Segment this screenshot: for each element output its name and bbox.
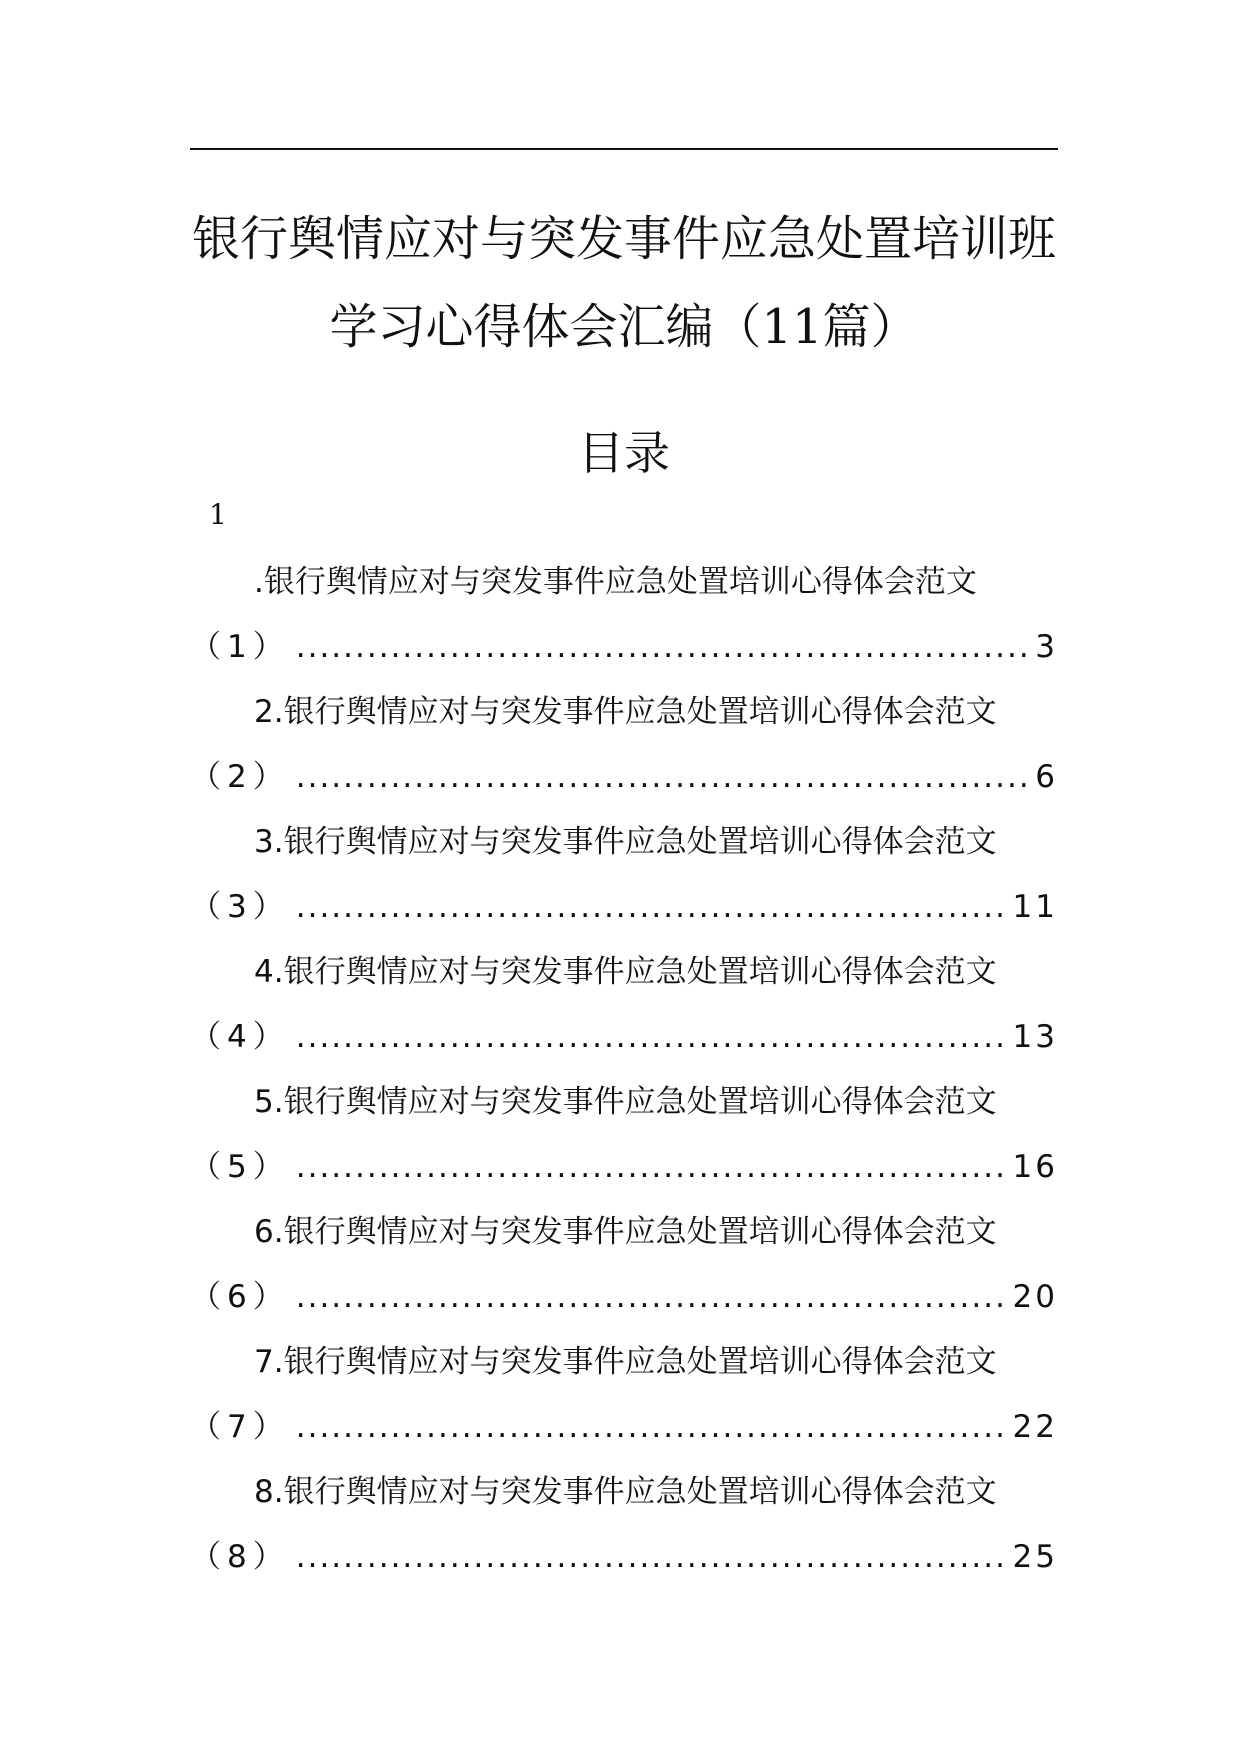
title-line-1: 银行舆情应对与突发事件应急处置培训班 <box>191 211 1056 267</box>
toc-entry[interactable] <box>190 810 1058 940</box>
toc-entry-row[interactable] <box>190 1525 1058 1590</box>
toc-entry-index: （7） <box>190 1409 290 1445</box>
toc-page-number: 25 <box>1012 1539 1058 1575</box>
toc-entry-title[interactable]: 5.银行舆情应对与突发事件应急处置培训心得体会范文 <box>254 1084 997 1120</box>
toc-dot-leader <box>296 745 1032 810</box>
document-title <box>190 195 1058 371</box>
toc-entry-row[interactable] <box>190 1265 1058 1330</box>
toc-entry-index: （4） <box>190 1019 290 1055</box>
title-line-2-suffix: 篇） <box>822 299 919 355</box>
title-article-count: 11 <box>761 299 823 355</box>
toc-entry[interactable] <box>190 550 1058 680</box>
toc-dot-leader <box>296 615 1032 680</box>
title-line-2 <box>190 283 1058 371</box>
toc-page-number: 11 <box>1012 889 1058 925</box>
toc-entry-title[interactable]: 8.银行舆情应对与突发事件应急处置培训心得体会范文 <box>254 1474 997 1510</box>
toc-entry-index: （6） <box>190 1279 290 1315</box>
toc-entry[interactable] <box>190 1330 1058 1460</box>
toc-dot-leader <box>296 875 1009 940</box>
toc-dot-leader <box>296 1005 1009 1070</box>
toc-entry-title[interactable]: 6.银行舆情应对与突发事件应急处置培训心得体会范文 <box>254 1214 997 1250</box>
toc-entry-row[interactable] <box>190 1005 1058 1070</box>
toc-entry[interactable] <box>190 680 1058 810</box>
toc-entry-index: （5） <box>190 1149 290 1185</box>
toc-entry-title[interactable]: .银行舆情应对与突发事件应急处置培训心得体会范文 <box>254 564 977 600</box>
table-of-contents <box>190 550 1058 1590</box>
header-rule <box>190 148 1058 150</box>
toc-entry-row[interactable] <box>190 875 1058 940</box>
toc-entry-title[interactable]: 7.银行舆情应对与突发事件应急处置培训心得体会范文 <box>254 1344 997 1380</box>
toc-entry[interactable] <box>190 1200 1058 1330</box>
toc-dot-leader <box>296 1135 1009 1200</box>
toc-dot-leader <box>296 1525 1009 1590</box>
toc-entry-index: （3） <box>190 889 290 925</box>
toc-page-number: 22 <box>1012 1409 1058 1445</box>
toc-entry-row[interactable] <box>190 615 1058 680</box>
toc-entry[interactable] <box>190 940 1058 1070</box>
toc-page-number: 3 <box>1035 629 1058 665</box>
toc-page-number: 6 <box>1035 759 1058 795</box>
toc-entry[interactable] <box>190 1070 1058 1200</box>
toc-entry-title[interactable]: 3.银行舆情应对与突发事件应急处置培训心得体会范文 <box>254 824 997 860</box>
title-line-2-prefix: 学习心得体会汇编（ <box>329 299 762 355</box>
toc-entry[interactable] <box>190 1460 1058 1590</box>
toc-page-number: 13 <box>1012 1019 1058 1055</box>
toc-entry-row[interactable] <box>190 1135 1058 1200</box>
toc-entry-index: （8） <box>190 1539 290 1575</box>
toc-page-number: 20 <box>1012 1279 1058 1315</box>
toc-entry-title[interactable]: 2.银行舆情应对与突发事件应急处置培训心得体会范文 <box>254 694 997 730</box>
toc-dot-leader <box>296 1265 1009 1330</box>
toc-entry-row[interactable] <box>190 745 1058 810</box>
toc-entry-title[interactable]: 4.银行舆情应对与突发事件应急处置培训心得体会范文 <box>254 954 997 990</box>
toc-heading: 目录 <box>578 426 670 480</box>
toc-page-number: 16 <box>1012 1149 1058 1185</box>
toc-entry-index: （2） <box>190 759 290 795</box>
toc-dot-leader <box>296 1395 1009 1460</box>
toc-entry-index: （1） <box>190 629 290 665</box>
toc-entry-row[interactable] <box>190 1395 1058 1460</box>
toc-stray-number: 1 <box>209 498 227 531</box>
